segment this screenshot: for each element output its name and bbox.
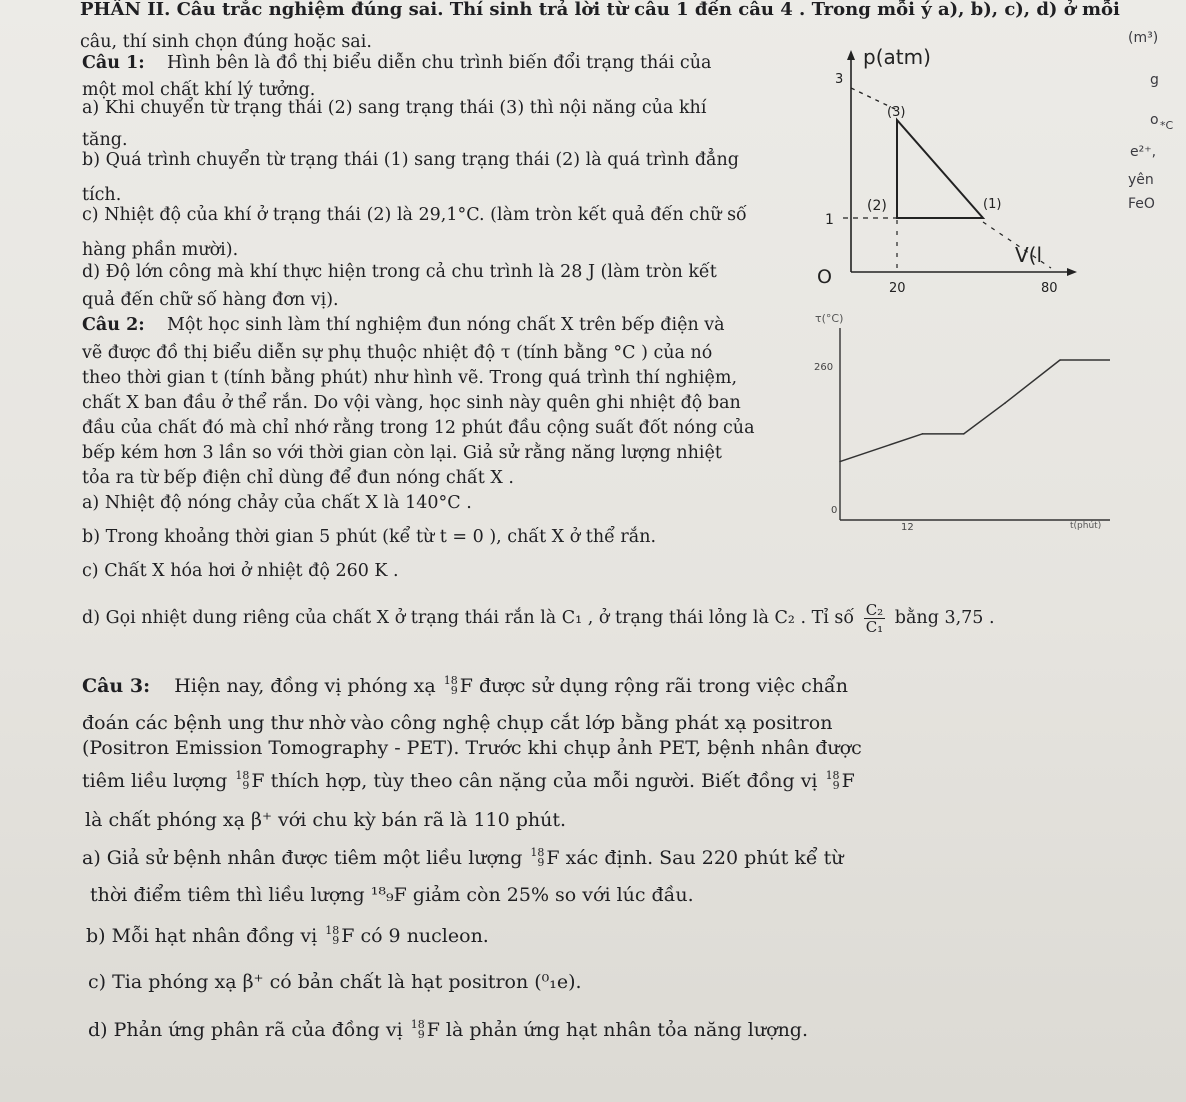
q1-x-tick-20: 20 [889,281,906,296]
q1-d-line2: quả đến chữ số hàng đơn vị). [82,290,339,310]
q1-x-arrow [1067,268,1077,276]
q3-stem-text-a: Hiện nay, đồng vị phóng xạ [174,675,436,697]
q3-b-text-a: b) Mỗi hạt nhân đồng vị [86,925,318,947]
q2-stem-line7: tỏa ra từ bếp điện chỉ dùng để đun nóng chất X . [82,468,514,488]
q3-stem-line3: (Positron Emission Tomography - PET). Trước khi chụp ảnh PET, bệnh nhân được [82,737,862,759]
iso-z: 9 [417,1028,425,1041]
q1-y-arrow [847,50,855,60]
q3-isotope-f18 [411,1020,425,1040]
q2-d-numerator: C₂ [865,601,884,619]
iso-z: 9 [450,684,458,697]
q3-b-text-b: F có 9 nucleon. [341,925,489,947]
iso-z: 9 [832,779,840,792]
q2-y-tick-260: 260 [814,362,834,373]
q2-stem-line4: chất X ban đầu ở thể rắn. Do vội vàng, học sinh này quên ghi nhiệt độ ban [82,393,741,413]
margin-note-2: g [1150,72,1159,88]
q1-stem-line2: một mol chất khí lý tưởng. [82,80,316,100]
q1-x-axis-label: V(l [1015,243,1043,267]
q2-x-tick-12: 12 [901,522,914,533]
iso-mass: 18 [410,1018,425,1031]
q3-c: c) Tia phóng xạ β⁺ có bản chất là hạt positron (⁰₁e). [88,971,582,993]
q2-d-text: d) Gọi nhiệt dung riêng của chất X ở trạng thái rắn là C₁ , ở trạng thái lỏng là C₂ . Tỉ số [82,608,855,628]
q3-stem4-text-c: F [841,770,855,792]
q3-isotope-f18 [826,771,840,791]
q2-data-point [922,433,924,435]
q3-stem-line4 [82,771,855,791]
margin-note-4: e²⁺, [1130,144,1157,160]
q2-stem-line3: theo thời gian t (tính bằng phút) như hình vẽ. Trong quá trình thí nghiệm, [82,368,738,388]
q1-b-line2: tích. [82,185,122,205]
part-heading: PHẦN II. Câu trắc nghiệm đúng sai. Thí sinh trả lời từ câu 1 đến câu 4 . Trong mỗi ý a), b), c), d) ở mỗi [80,0,1120,20]
q3-a-line1 [82,848,844,868]
q3-label: Câu 3: [82,675,151,697]
q3-isotope-f18 [235,771,249,791]
iso-z: 9 [537,856,545,869]
q2-stem-text: Một học sinh làm thí nghiệm đun nóng chất X trên bếp điện và [167,315,725,335]
q1-c-line2: hàng phần mười). [82,240,239,260]
q1-origin: O [817,266,832,288]
q2-data-point [839,461,841,463]
q3-isotope-f18 [325,926,339,946]
part-heading-continued: câu, thí sinh chọn đúng hoặc sai. [80,32,372,52]
iso-mass: 18 [443,674,458,687]
q2-c: c) Chất X hóa hơi ở nhiệt độ 260 K . [82,561,399,581]
q2-stem-line1 [82,315,725,335]
q3-isotope-f18 [530,848,544,868]
q1-a-line1: a) Khi chuyển từ trạng thái (2) sang trạng thái (3) thì nội năng của khí [82,98,707,118]
q3-stem4-text-a: tiêm liều lượng [82,770,228,792]
q3-a-line2: thời điểm tiêm thì liều lượng ¹⁸₉F giảm còn 25% so với lúc đầu. [90,884,694,906]
q1-stem-line1 [82,53,711,73]
q1-y-tick-1: 1 [825,212,834,228]
q2-stem-line2: vẽ được đồ thị biểu diễn sự phụ thuộc nhiệt độ τ (tính bằng °C ) của nó [82,343,713,363]
q1-state-1: (1) [983,197,1002,212]
q1-stem-text: Hình bên là đồ thị biểu diễn chu trình biến đổi trạng thái của [167,53,712,73]
q2-d [82,602,995,635]
q1-state-3: (3) [887,105,906,120]
q3-d [88,1020,808,1040]
q3-stem-text-b: F được sử dụng rộng rãi trong việc chẩn [459,675,848,697]
q2-a: a) Nhiệt độ nóng chảy của chất X là 140°C . [82,493,472,513]
q2-temperature-graph [805,308,1125,538]
q2-d-fraction [864,602,886,635]
q3-stem4-text-b: F thích hợp, tùy theo cân nặng của mỗi người. Biết đồng vị [251,770,818,792]
iso-mass: 18 [530,846,545,859]
q2-temperature-line [840,360,1060,462]
q3-stem-line1 [82,676,848,696]
q2-y-axis-label: τ(°C) [815,312,844,325]
q2-x-axis-label: t(phút) [1070,521,1102,531]
q3-d-text-b: F là phản ứng hạt nhân tỏa năng lượng. [426,1019,809,1041]
margin-note-1: (m³) [1128,30,1159,46]
q1-cycle-triangle [897,120,983,218]
q1-a-line2: tăng. [82,130,128,150]
margin-note-3: o [1150,112,1159,128]
q2-data-point [1059,359,1061,361]
q2-d-result: bằng 3,75 . [894,608,995,628]
q3-d-text-a: d) Phản ứng phân rã của đồng vị [88,1019,403,1041]
iso-mass: 18 [825,769,840,782]
q2-stem-line6: bếp kém hơn 3 lần so với thời gian còn lại. Giả sử rằng năng lượng nhiệt [82,443,722,463]
iso-mass: 18 [235,769,250,782]
q1-label: Câu 1: [82,53,145,73]
q2-origin: 0 [831,505,838,516]
q1-d-line1: d) Độ lớn công mà khí thực hiện trong cả chu trình là 28 J (làm tròn kết [82,262,717,282]
q3-b [86,926,489,946]
q1-c-line1: c) Nhiệt độ của khí ở trạng thái (2) là 29,1°C. (làm tròn kết quả đến chữ số [82,205,747,225]
q2-b: b) Trong khoảng thời gian 5 phút (kể từ t = 0 ), chất X ở thể rắn. [82,527,657,547]
margin-note-7: *C [1160,119,1174,132]
q1-x-tick-80: 80 [1041,281,1058,296]
q1-pv-graph [805,40,1105,300]
q3-a-text-b: F xác định. Sau 220 phút kể từ [546,847,844,869]
margin-note-5: yên [1128,172,1154,188]
q1-b-line1: b) Quá trình chuyển từ trạng thái (1) sang trạng thái (2) là quá trình đẳng [82,150,739,170]
q3-stem-line2: đoán các bệnh ung thư nhờ vào công nghệ chụp cắt lớp bằng phát xạ positron [82,712,833,734]
q2-d-denominator: C₁ [865,618,884,636]
q1-y-tick-3: 3 [835,72,844,87]
q2-data-point [963,433,965,435]
q3-stem-line5: là chất phóng xạ β⁺ với chu kỳ bán rã là 110 phút. [85,809,567,831]
margin-note-6: FeO [1128,196,1155,212]
iso-z: 9 [242,779,250,792]
iso-mass: 18 [325,924,340,937]
q3-isotope-f18 [444,676,458,696]
q1-y-axis-label: p(atm) [863,45,931,69]
q2-label: Câu 2: [82,315,145,335]
q3-a-text-a: a) Giả sử bệnh nhân được tiêm một liều lượng [82,847,523,869]
q2-data-point [1004,402,1006,404]
iso-z: 9 [332,934,340,947]
q2-stem-line5: đầu của chất đó mà chỉ nhớ rằng trong 12 phút đầu cộng suất đốt nóng của [82,418,755,438]
q1-state-2: (2) [867,198,887,214]
